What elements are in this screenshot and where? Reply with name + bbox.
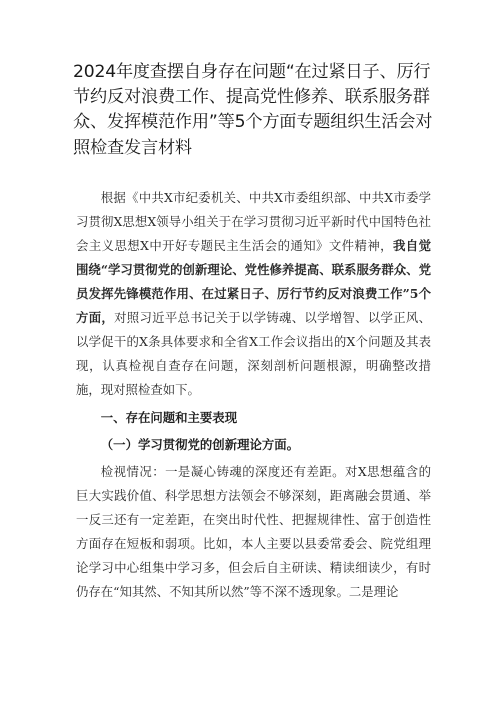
intro-text-bold: 我自觉围绕“学习贯彻党的创新理论、党性修养提高、联系服务群众、党员发挥先锋模范作用、在过紧日子、厉行节约反对浪费工作”5个方面， <box>76 238 432 325</box>
intro-paragraph <box>76 186 431 402</box>
document-title: 2024年度查摆自身存在问题“在过紧日子、厉行节约反对浪费工作、提高党性修养、联系服务群众、发挥模范作用”等5个方面专题组织生活会对照检查发言材料 <box>73 62 433 158</box>
document-body <box>76 186 431 604</box>
intro-text-part1: 根据《中共X市纪委机关、中共X市委组织部、中共X市委学习贯彻X思想X领导小组关于在学习贯彻习近平新时代中国特色社会主义思想X中开好专题民主生活会的通知》文件精神， <box>76 190 431 253</box>
inspection-paragraph: 检视情况：一是凝心铸魂的深度还有差距。对X思想蕴含的巨大实践价值、科学思想方法领会不够深刻，距离融会贯通、举一反三还有一定差距，在突出时代性、把握规律性、富于创造性方面存在短板和弱项。比如，本人主要以县委常委会、院党组理论学习中心组集中学习多，但会后自主研读、精读细读少，有时仍存在“知其然、不知其所以然”等不深不透现象。二是理论 <box>76 464 431 599</box>
section-heading-1: 一、存在问题和主要表现 <box>100 410 238 425</box>
intro-text-part3: 对照习近平总书记关于以学铸魂、以学增智、以学正风、以学促干的X条具体要求和全省X工作会议指出的X个问题及其表现，认真检视自查存在问题，深刻剖析问题根源，明确整改措施，现对照检查如下。 <box>76 310 432 397</box>
subsection-heading-1: （一）学习贯彻党的创新理论方面。 <box>100 437 300 452</box>
